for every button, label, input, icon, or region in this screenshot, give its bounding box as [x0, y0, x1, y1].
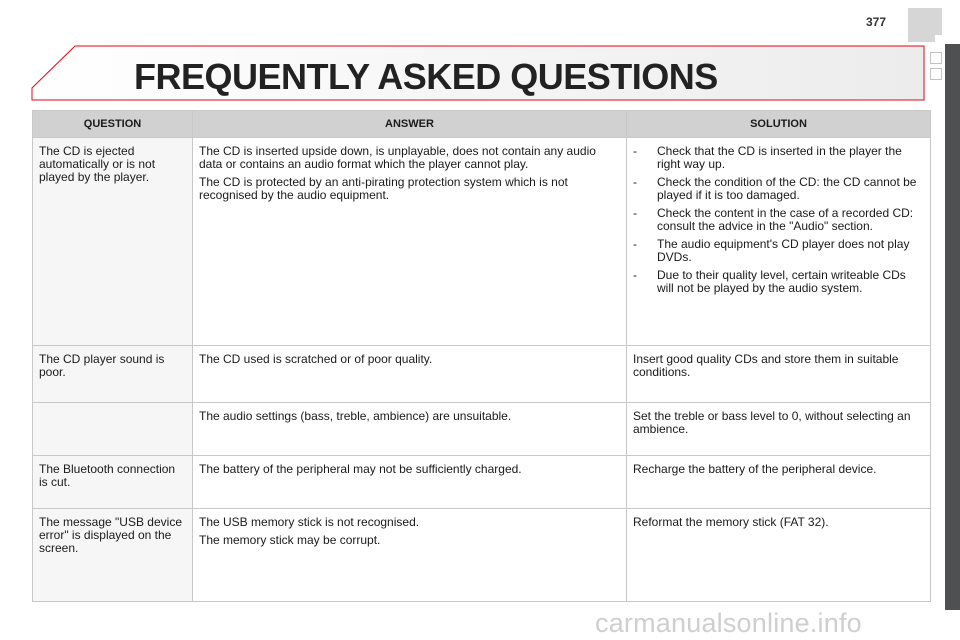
page-title: FREQUENTLY ASKED QUESTIONS [134, 56, 718, 97]
question-text: The CD is ejected automatically or is not played by the player. [39, 144, 156, 184]
question-text: The CD player sound is poor. [39, 352, 165, 379]
faq-table [32, 110, 931, 602]
table-header-row [33, 111, 931, 138]
solution-text: Due to their quality level, certain writeable CDs will not be played by the audio system. [657, 268, 906, 295]
table-row [33, 403, 931, 456]
list-item: - Check that the CD is inserted in the player the right way up. [633, 144, 902, 171]
table-row [33, 456, 931, 509]
answer-cell [193, 509, 627, 602]
answer-text: The CD is protected by an anti-pirating protection system which is not recognised by the audio equipment. [199, 175, 568, 202]
solution-cell [627, 456, 931, 509]
question-cell [33, 346, 193, 403]
question-cell [33, 509, 193, 602]
list-item: - Due to their quality level, certain writeable CDs will not be played by the audio system. [633, 268, 906, 295]
question-text: The message "USB device error" is displayed on the screen. [39, 515, 182, 555]
table-row [33, 138, 931, 346]
table-row [33, 346, 931, 403]
table-row [33, 509, 931, 602]
solution-text: Reformat the memory stick (FAT 32). [633, 515, 829, 529]
list-item: - Check the content in the case of a recorded CD: consult the advice in the "Audio" section. [633, 206, 914, 233]
solution-text: Set the treble or bass level to 0, without selecting an ambience. [633, 409, 911, 436]
answer-cell [193, 456, 627, 509]
solution-cell [627, 346, 931, 403]
section-side-bar [945, 44, 960, 610]
solution-text: The audio equipment's CD player does not play DVDs. [657, 237, 910, 264]
watermark: carmanualsonline.info [595, 608, 862, 638]
question-cell [33, 456, 193, 509]
header-question: QUESTION [33, 111, 193, 138]
answer-text: The memory stick may be corrupt. [199, 533, 381, 547]
page-number: 377 [866, 15, 887, 29]
list-item: - The audio equipment's CD player does not play DVDs. [633, 237, 910, 264]
header-solution: SOLUTION [627, 111, 931, 138]
solution-text: Recharge the battery of the peripheral device. [633, 462, 877, 476]
page-corner-tab [908, 8, 942, 42]
header-answer: ANSWER [193, 111, 627, 138]
answer-text: The USB memory stick is not recognised. [199, 515, 420, 529]
answer-cell [193, 138, 627, 346]
solution-text: Check that the CD is inserted in the player the right way up. [657, 144, 902, 171]
solution-text: Insert good quality CDs and store them in suitable conditions. [633, 352, 899, 379]
answer-text: The CD used is scratched or of poor quality. [199, 352, 433, 366]
answer-cell [193, 346, 627, 403]
answer-cell [193, 403, 627, 456]
question-cell [33, 403, 193, 456]
question-text: The Bluetooth connection is cut. [39, 462, 176, 489]
section-marker-box [930, 52, 942, 64]
solution-text: Check the content in the case of a recorded CD: consult the advice in the "Audio" section. [657, 206, 914, 233]
section-marker-box [930, 68, 942, 80]
question-cell [33, 138, 193, 346]
list-item: - Check the condition of the CD: the CD cannot be played if it is too damaged. [633, 175, 917, 202]
answer-text: The battery of the peripheral may not be sufficiently charged. [199, 462, 522, 476]
answer-text: The audio settings (bass, treble, ambience) are unsuitable. [199, 409, 512, 423]
solution-cell [627, 509, 931, 602]
solution-cell [627, 403, 931, 456]
solution-list [633, 145, 924, 295]
solution-text: Check the condition of the CD: the CD cannot be played if it is too damaged. [657, 175, 917, 202]
answer-text: The CD is inserted upside down, is unplayable, does not contain any audio data or contains an audio format which the player cannot play. [199, 144, 596, 171]
solution-cell [627, 138, 931, 346]
